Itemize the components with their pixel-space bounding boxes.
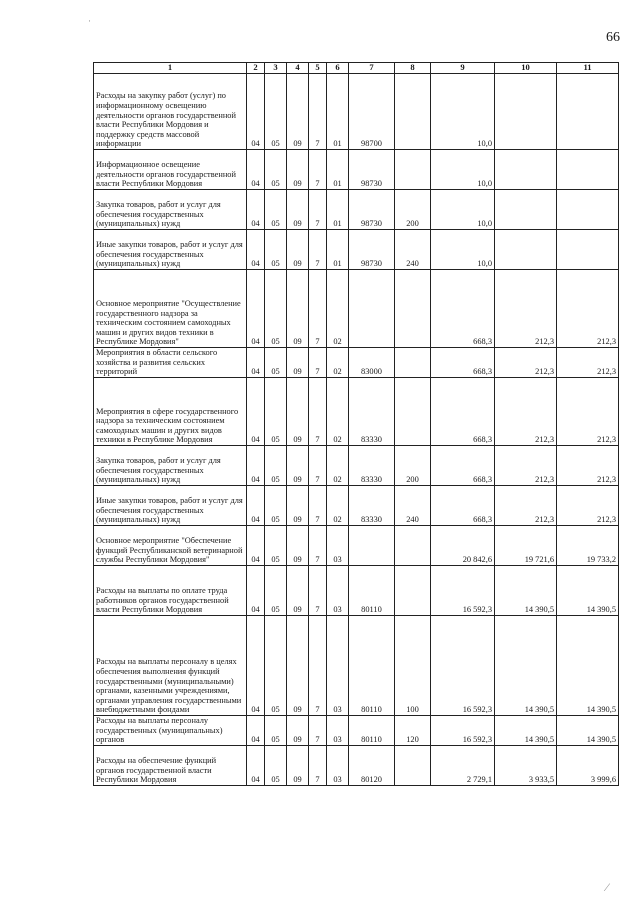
cell-col-10 bbox=[495, 150, 557, 190]
cell-col-11: 19 733,2 bbox=[557, 526, 619, 566]
cell-col-6: 02 bbox=[327, 446, 349, 486]
cell-col-10: 19 721,6 bbox=[495, 526, 557, 566]
cell-col-5: 7 bbox=[309, 230, 327, 270]
cell-col-9: 2 729,1 bbox=[431, 746, 495, 786]
cell-col-4: 09 bbox=[287, 446, 309, 486]
cell-col-7: 80110 bbox=[349, 616, 395, 716]
cell-col-6: 02 bbox=[327, 270, 349, 348]
cell-col-11 bbox=[557, 150, 619, 190]
cell-col-6: 03 bbox=[327, 566, 349, 616]
table-row bbox=[94, 616, 619, 716]
table-row bbox=[94, 150, 619, 190]
cell-col-5: 7 bbox=[309, 348, 327, 378]
column-header: 1 bbox=[94, 63, 247, 74]
table-row bbox=[94, 486, 619, 526]
cell-col-3: 05 bbox=[265, 230, 287, 270]
cell-col-10: 212,3 bbox=[495, 486, 557, 526]
cell-col-7: 98730 bbox=[349, 190, 395, 230]
cell-col-8: 200 bbox=[395, 446, 431, 486]
cell-col-3: 05 bbox=[265, 270, 287, 348]
row-name: Расходы на выплаты по оплате труда работников органов государственной власти Республики Мордовия bbox=[94, 566, 247, 616]
cell-col-7: 83330 bbox=[349, 486, 395, 526]
column-header: 9 bbox=[431, 63, 495, 74]
cell-col-4: 09 bbox=[287, 746, 309, 786]
cell-col-9: 16 592,3 bbox=[431, 566, 495, 616]
scan-speck: · bbox=[88, 16, 91, 26]
cell-col-3: 05 bbox=[265, 446, 287, 486]
cell-col-2: 04 bbox=[247, 486, 265, 526]
row-name: Иные закупки товаров, работ и услуг для обеспечения государственных (муниципальных) нужд bbox=[94, 230, 247, 270]
cell-col-10: 212,3 bbox=[495, 378, 557, 446]
row-name: Основное мероприятие "Осуществление государственного надзора за техническим состоянием самоходных машин и других видов техники в Республике Мордовия" bbox=[94, 270, 247, 348]
table-row bbox=[94, 74, 619, 150]
cell-col-7: 98730 bbox=[349, 230, 395, 270]
row-name: Мероприятия в области сельского хозяйства и развития сельских территорий bbox=[94, 348, 247, 378]
cell-col-4: 09 bbox=[287, 378, 309, 446]
cell-col-3: 05 bbox=[265, 716, 287, 746]
row-name: Мероприятия в сфере государственного надзора за техническим состоянием самоходных машин и других видов техники в Республике Мордовия bbox=[94, 378, 247, 446]
cell-col-6: 02 bbox=[327, 348, 349, 378]
cell-col-6: 02 bbox=[327, 486, 349, 526]
cell-col-8 bbox=[395, 746, 431, 786]
row-name: Закупка товаров, работ и услуг для обеспечения государственных (муниципальных) нужд bbox=[94, 190, 247, 230]
cell-col-2: 04 bbox=[247, 190, 265, 230]
cell-col-8 bbox=[395, 348, 431, 378]
cell-col-5: 7 bbox=[309, 566, 327, 616]
cell-col-8: 200 bbox=[395, 190, 431, 230]
cell-col-8: 100 bbox=[395, 616, 431, 716]
table-row bbox=[94, 190, 619, 230]
cell-col-11: 3 999,6 bbox=[557, 746, 619, 786]
cell-col-4: 09 bbox=[287, 150, 309, 190]
table-row bbox=[94, 230, 619, 270]
table-row bbox=[94, 716, 619, 746]
cell-col-4: 09 bbox=[287, 348, 309, 378]
cell-col-9: 10,0 bbox=[431, 230, 495, 270]
cell-col-11 bbox=[557, 74, 619, 150]
cell-col-9: 668,3 bbox=[431, 348, 495, 378]
cell-col-8 bbox=[395, 270, 431, 348]
cell-col-11: 212,3 bbox=[557, 348, 619, 378]
cell-col-4: 09 bbox=[287, 190, 309, 230]
table-row bbox=[94, 270, 619, 348]
cell-col-9: 668,3 bbox=[431, 446, 495, 486]
cell-col-7: 80110 bbox=[349, 716, 395, 746]
cell-col-5: 7 bbox=[309, 270, 327, 348]
column-header: 2 bbox=[247, 63, 265, 74]
cell-col-9: 16 592,3 bbox=[431, 716, 495, 746]
cell-col-2: 04 bbox=[247, 150, 265, 190]
page-number: 66 bbox=[606, 30, 620, 45]
cell-col-8 bbox=[395, 378, 431, 446]
cell-col-6: 03 bbox=[327, 716, 349, 746]
cell-col-11: 14 390,5 bbox=[557, 616, 619, 716]
cell-col-2: 04 bbox=[247, 616, 265, 716]
cell-col-5: 7 bbox=[309, 486, 327, 526]
cell-col-2: 04 bbox=[247, 446, 265, 486]
cell-col-5: 7 bbox=[309, 716, 327, 746]
row-name: Расходы на закупку работ (услуг) по информационному освещению деятельности органов государственной власти Республики Мордовия и поддержку средств массовой информации bbox=[94, 74, 247, 150]
cell-col-3: 05 bbox=[265, 150, 287, 190]
cell-col-6: 03 bbox=[327, 746, 349, 786]
cell-col-4: 09 bbox=[287, 616, 309, 716]
cell-col-2: 04 bbox=[247, 566, 265, 616]
cell-col-4: 09 bbox=[287, 486, 309, 526]
cell-col-10: 14 390,5 bbox=[495, 716, 557, 746]
cell-col-8 bbox=[395, 150, 431, 190]
cell-col-3: 05 bbox=[265, 616, 287, 716]
cell-col-7: 83000 bbox=[349, 348, 395, 378]
cell-col-8: 120 bbox=[395, 716, 431, 746]
cell-col-3: 05 bbox=[265, 566, 287, 616]
cell-col-5: 7 bbox=[309, 150, 327, 190]
cell-col-3: 05 bbox=[265, 746, 287, 786]
column-header: 11 bbox=[557, 63, 619, 74]
cell-col-10: 14 390,5 bbox=[495, 566, 557, 616]
cell-col-11: 14 390,5 bbox=[557, 566, 619, 616]
cell-col-7: 83330 bbox=[349, 378, 395, 446]
cell-col-9: 10,0 bbox=[431, 74, 495, 150]
cell-col-5: 7 bbox=[309, 526, 327, 566]
cell-col-11: 14 390,5 bbox=[557, 716, 619, 746]
row-name: Информационное освещение деятельности органов государственной власти Республики Мордовия bbox=[94, 150, 247, 190]
cell-col-2: 04 bbox=[247, 270, 265, 348]
cell-col-2: 04 bbox=[247, 526, 265, 566]
cell-col-7 bbox=[349, 526, 395, 566]
cell-col-9: 668,3 bbox=[431, 378, 495, 446]
cell-col-4: 09 bbox=[287, 526, 309, 566]
cell-col-3: 05 bbox=[265, 486, 287, 526]
cell-col-3: 05 bbox=[265, 190, 287, 230]
cell-col-6: 01 bbox=[327, 74, 349, 150]
cell-col-7: 83330 bbox=[349, 446, 395, 486]
cell-col-8: 240 bbox=[395, 486, 431, 526]
cell-col-10: 212,3 bbox=[495, 270, 557, 348]
table-row bbox=[94, 566, 619, 616]
cell-col-4: 09 bbox=[287, 74, 309, 150]
column-header: 6 bbox=[327, 63, 349, 74]
row-name: Закупка товаров, работ и услуг для обеспечения государственных (муниципальных) нужд bbox=[94, 446, 247, 486]
table-body bbox=[94, 74, 619, 786]
table-row bbox=[94, 378, 619, 446]
column-header: 5 bbox=[309, 63, 327, 74]
cell-col-8 bbox=[395, 526, 431, 566]
column-header: 4 bbox=[287, 63, 309, 74]
cell-col-11: 212,3 bbox=[557, 446, 619, 486]
cell-col-4: 09 bbox=[287, 566, 309, 616]
cell-col-5: 7 bbox=[309, 378, 327, 446]
cell-col-3: 05 bbox=[265, 74, 287, 150]
cell-col-2: 04 bbox=[247, 74, 265, 150]
row-name: Основное мероприятие "Обеспечение функций Республиканской ветеринарной службы Республики Мордовия" bbox=[94, 526, 247, 566]
column-header: 10 bbox=[495, 63, 557, 74]
cell-col-7 bbox=[349, 270, 395, 348]
table-row bbox=[94, 526, 619, 566]
cell-col-8 bbox=[395, 74, 431, 150]
cell-col-9: 10,0 bbox=[431, 190, 495, 230]
table-header-row bbox=[94, 63, 619, 74]
cell-col-6: 01 bbox=[327, 230, 349, 270]
cell-col-3: 05 bbox=[265, 348, 287, 378]
cell-col-2: 04 bbox=[247, 230, 265, 270]
cell-col-11: 212,3 bbox=[557, 378, 619, 446]
cell-col-5: 7 bbox=[309, 616, 327, 716]
row-name: Расходы на обеспечение функций органов государственной власти Республики Мордовия bbox=[94, 746, 247, 786]
cell-col-2: 04 bbox=[247, 716, 265, 746]
cell-col-7: 80120 bbox=[349, 746, 395, 786]
cell-col-5: 7 bbox=[309, 74, 327, 150]
cell-col-5: 7 bbox=[309, 190, 327, 230]
cell-col-6: 03 bbox=[327, 616, 349, 716]
row-name: Расходы на выплаты персоналу государственных (муниципальных) органов bbox=[94, 716, 247, 746]
cell-col-9: 10,0 bbox=[431, 150, 495, 190]
column-header: 7 bbox=[349, 63, 395, 74]
cell-col-4: 09 bbox=[287, 230, 309, 270]
cell-col-11 bbox=[557, 230, 619, 270]
row-name: Расходы на выплаты персоналу в целях обеспечения выполнения функций государственными (муниципальными) органами, казенными учреждениями, органами управления государственными внебюджетными фондами bbox=[94, 616, 247, 716]
scan-speck: ⁄ bbox=[606, 880, 609, 894]
cell-col-10: 212,3 bbox=[495, 446, 557, 486]
cell-col-11: 212,3 bbox=[557, 486, 619, 526]
cell-col-10: 3 933,5 bbox=[495, 746, 557, 786]
cell-col-7: 80110 bbox=[349, 566, 395, 616]
cell-col-3: 05 bbox=[265, 378, 287, 446]
cell-col-10: 212,3 bbox=[495, 348, 557, 378]
budget-table bbox=[93, 62, 619, 786]
cell-col-11 bbox=[557, 190, 619, 230]
cell-col-2: 04 bbox=[247, 746, 265, 786]
cell-col-11: 212,3 bbox=[557, 270, 619, 348]
cell-col-10 bbox=[495, 74, 557, 150]
cell-col-10: 14 390,5 bbox=[495, 616, 557, 716]
cell-col-9: 20 842,6 bbox=[431, 526, 495, 566]
table-row bbox=[94, 348, 619, 378]
row-name: Иные закупки товаров, работ и услуг для обеспечения государственных (муниципальных) нужд bbox=[94, 486, 247, 526]
cell-col-5: 7 bbox=[309, 446, 327, 486]
cell-col-9: 16 592,3 bbox=[431, 616, 495, 716]
cell-col-5: 7 bbox=[309, 746, 327, 786]
cell-col-6: 01 bbox=[327, 190, 349, 230]
cell-col-6: 01 bbox=[327, 150, 349, 190]
cell-col-3: 05 bbox=[265, 526, 287, 566]
cell-col-7: 98700 bbox=[349, 74, 395, 150]
cell-col-2: 04 bbox=[247, 348, 265, 378]
column-header: 3 bbox=[265, 63, 287, 74]
cell-col-8 bbox=[395, 566, 431, 616]
cell-col-4: 09 bbox=[287, 716, 309, 746]
cell-col-4: 09 bbox=[287, 270, 309, 348]
cell-col-6: 02 bbox=[327, 378, 349, 446]
cell-col-10 bbox=[495, 190, 557, 230]
cell-col-7: 98730 bbox=[349, 150, 395, 190]
cell-col-9: 668,3 bbox=[431, 486, 495, 526]
table-row bbox=[94, 446, 619, 486]
column-header: 8 bbox=[395, 63, 431, 74]
table-row bbox=[94, 746, 619, 786]
cell-col-6: 03 bbox=[327, 526, 349, 566]
cell-col-8: 240 bbox=[395, 230, 431, 270]
cell-col-9: 668,3 bbox=[431, 270, 495, 348]
cell-col-2: 04 bbox=[247, 378, 265, 446]
cell-col-10 bbox=[495, 230, 557, 270]
